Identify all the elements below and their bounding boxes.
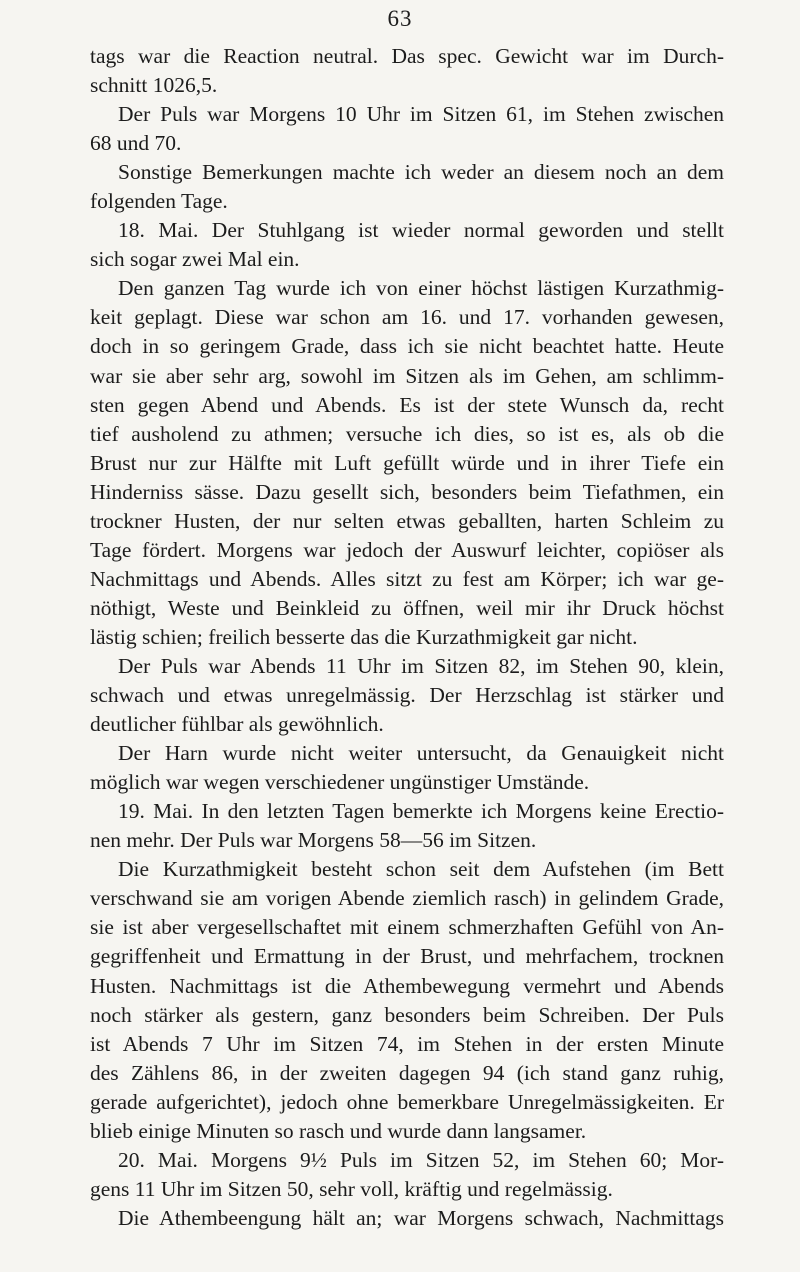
text-line: Brust nur zur Hälfte mit Luft gefüllt würde und in ihrer Tiefe ein: [90, 450, 724, 475]
text-line: war sie aber sehr arg, sowohl im Sitzen als im Gehen, am schlimm-: [90, 363, 724, 388]
text-line: gerade aufgerichtet), jedoch ohne bemerkbare Unregelmässigkeiten. Er: [90, 1089, 724, 1114]
text-line: verschwand sie am vorigen Abende ziemlich rasch) in gelindem Grade,: [90, 886, 724, 911]
text-line: keit geplagt. Diese war schon am 16. und 17. vorhanden gewesen,: [90, 305, 724, 330]
text-line: Husten. Nachmittags ist die Athembewegung vermehrt und Abends: [90, 973, 724, 998]
text-line: gens 11 Uhr im Sitzen 50, sehr voll, kräftig und regelmässig.: [90, 1176, 613, 1201]
text-line: nen mehr. Der Puls war Morgens 58—56 im Sitzen.: [90, 828, 537, 853]
text-line: Nachmittags und Abends. Alles sitzt zu fest am Körper; ich war ge-: [90, 566, 724, 591]
text-line: sie ist aber vergesellschaftet mit einem schmerzhaften Gefühl von An-: [90, 915, 724, 940]
text-line: schwach und etwas unregelmässig. Der Herzschlag ist stärker und: [90, 683, 724, 708]
text-line: Sonstige Bemerkungen machte ich weder an diesem noch an dem: [118, 160, 724, 185]
text-line: des Zählens 86, in der zweiten dagegen 94 (ich stand ganz ruhig,: [90, 1060, 724, 1085]
text-line: tief ausholend zu athmen; versuche ich dies, so ist es, als ob die: [90, 421, 724, 446]
text-line: Der Harn wurde nicht weiter untersucht, da Genauigkeit nicht: [118, 741, 724, 766]
text-line: folgenden Tage.: [90, 189, 228, 214]
text-line: sich sogar zwei Mal ein.: [90, 247, 300, 272]
body-text: [90, 42, 724, 1233]
text-line: nöthigt, Weste und Beinkleid zu öffnen, weil mir ihr Druck höchst: [90, 595, 724, 620]
text-line: Tage fördert. Morgens war jedoch der Auswurf leichter, copiöser als: [90, 537, 724, 562]
text-line: Hinderniss sässe. Dazu gesellt sich, besonders beim Tiefathmen, ein: [90, 479, 724, 504]
text-line: Der Puls war Abends 11 Uhr im Sitzen 82, im Stehen 90, klein,: [118, 653, 724, 678]
text-line: 20. Mai. Morgens 9½ Puls im Sitzen 52, im Stehen 60; Mor-: [118, 1147, 724, 1172]
text-line: Den ganzen Tag wurde ich von einer höchst lästigen Kurzathmig-: [118, 276, 724, 301]
text-line: gegriffenheit und Ermattung in der Brust, und mehrfachem, trocknen: [90, 944, 724, 969]
text-line: trockner Husten, der nur selten etwas geballten, harten Schleim zu: [90, 508, 724, 533]
text-line: Die Kurzathmigkeit besteht schon seit dem Aufstehen (im Bett: [118, 857, 724, 882]
text-line: blieb einige Minuten so rasch und wurde dann langsamer.: [90, 1118, 587, 1143]
text-line: sten gegen Abend und Abends. Es ist der stete Wunsch da, recht: [90, 392, 724, 417]
text-line: 68 und 70.: [90, 131, 182, 156]
page-number: 63: [387, 6, 413, 31]
text-line: doch in so geringem Grade, dass ich sie nicht beachtet hatte. Heute: [90, 334, 724, 359]
text-line: Die Athembeengung hält an; war Morgens schwach, Nachmittags: [118, 1205, 724, 1230]
text-line: 19. Mai. In den letzten Tagen bemerkte ich Morgens keine Erectio-: [118, 799, 724, 824]
text-line: tags war die Reaction neutral. Das spec. Gewicht war im Durch-: [90, 44, 724, 68]
text-line: noch stärker als gestern, ganz besonders beim Schreiben. Der Puls: [90, 1002, 724, 1027]
text-line: schnitt 1026,5.: [90, 73, 218, 98]
text-line: deutlicher fühlbar als gewöhnlich.: [90, 712, 384, 737]
text-line: 18. Mai. Der Stuhlgang ist wieder normal geworden und stellt: [118, 218, 724, 243]
text-line: lästig schien; freilich besserte das die Kurzathmigkeit gar nicht.: [90, 624, 638, 649]
text-line: möglich war wegen verschiedener ungünstiger Umstände.: [90, 770, 590, 795]
text-line: ist Abends 7 Uhr im Sitzen 74, im Stehen in der ersten Minute: [90, 1031, 724, 1056]
text-line: Der Puls war Morgens 10 Uhr im Sitzen 61, im Stehen zwischen: [118, 102, 724, 127]
